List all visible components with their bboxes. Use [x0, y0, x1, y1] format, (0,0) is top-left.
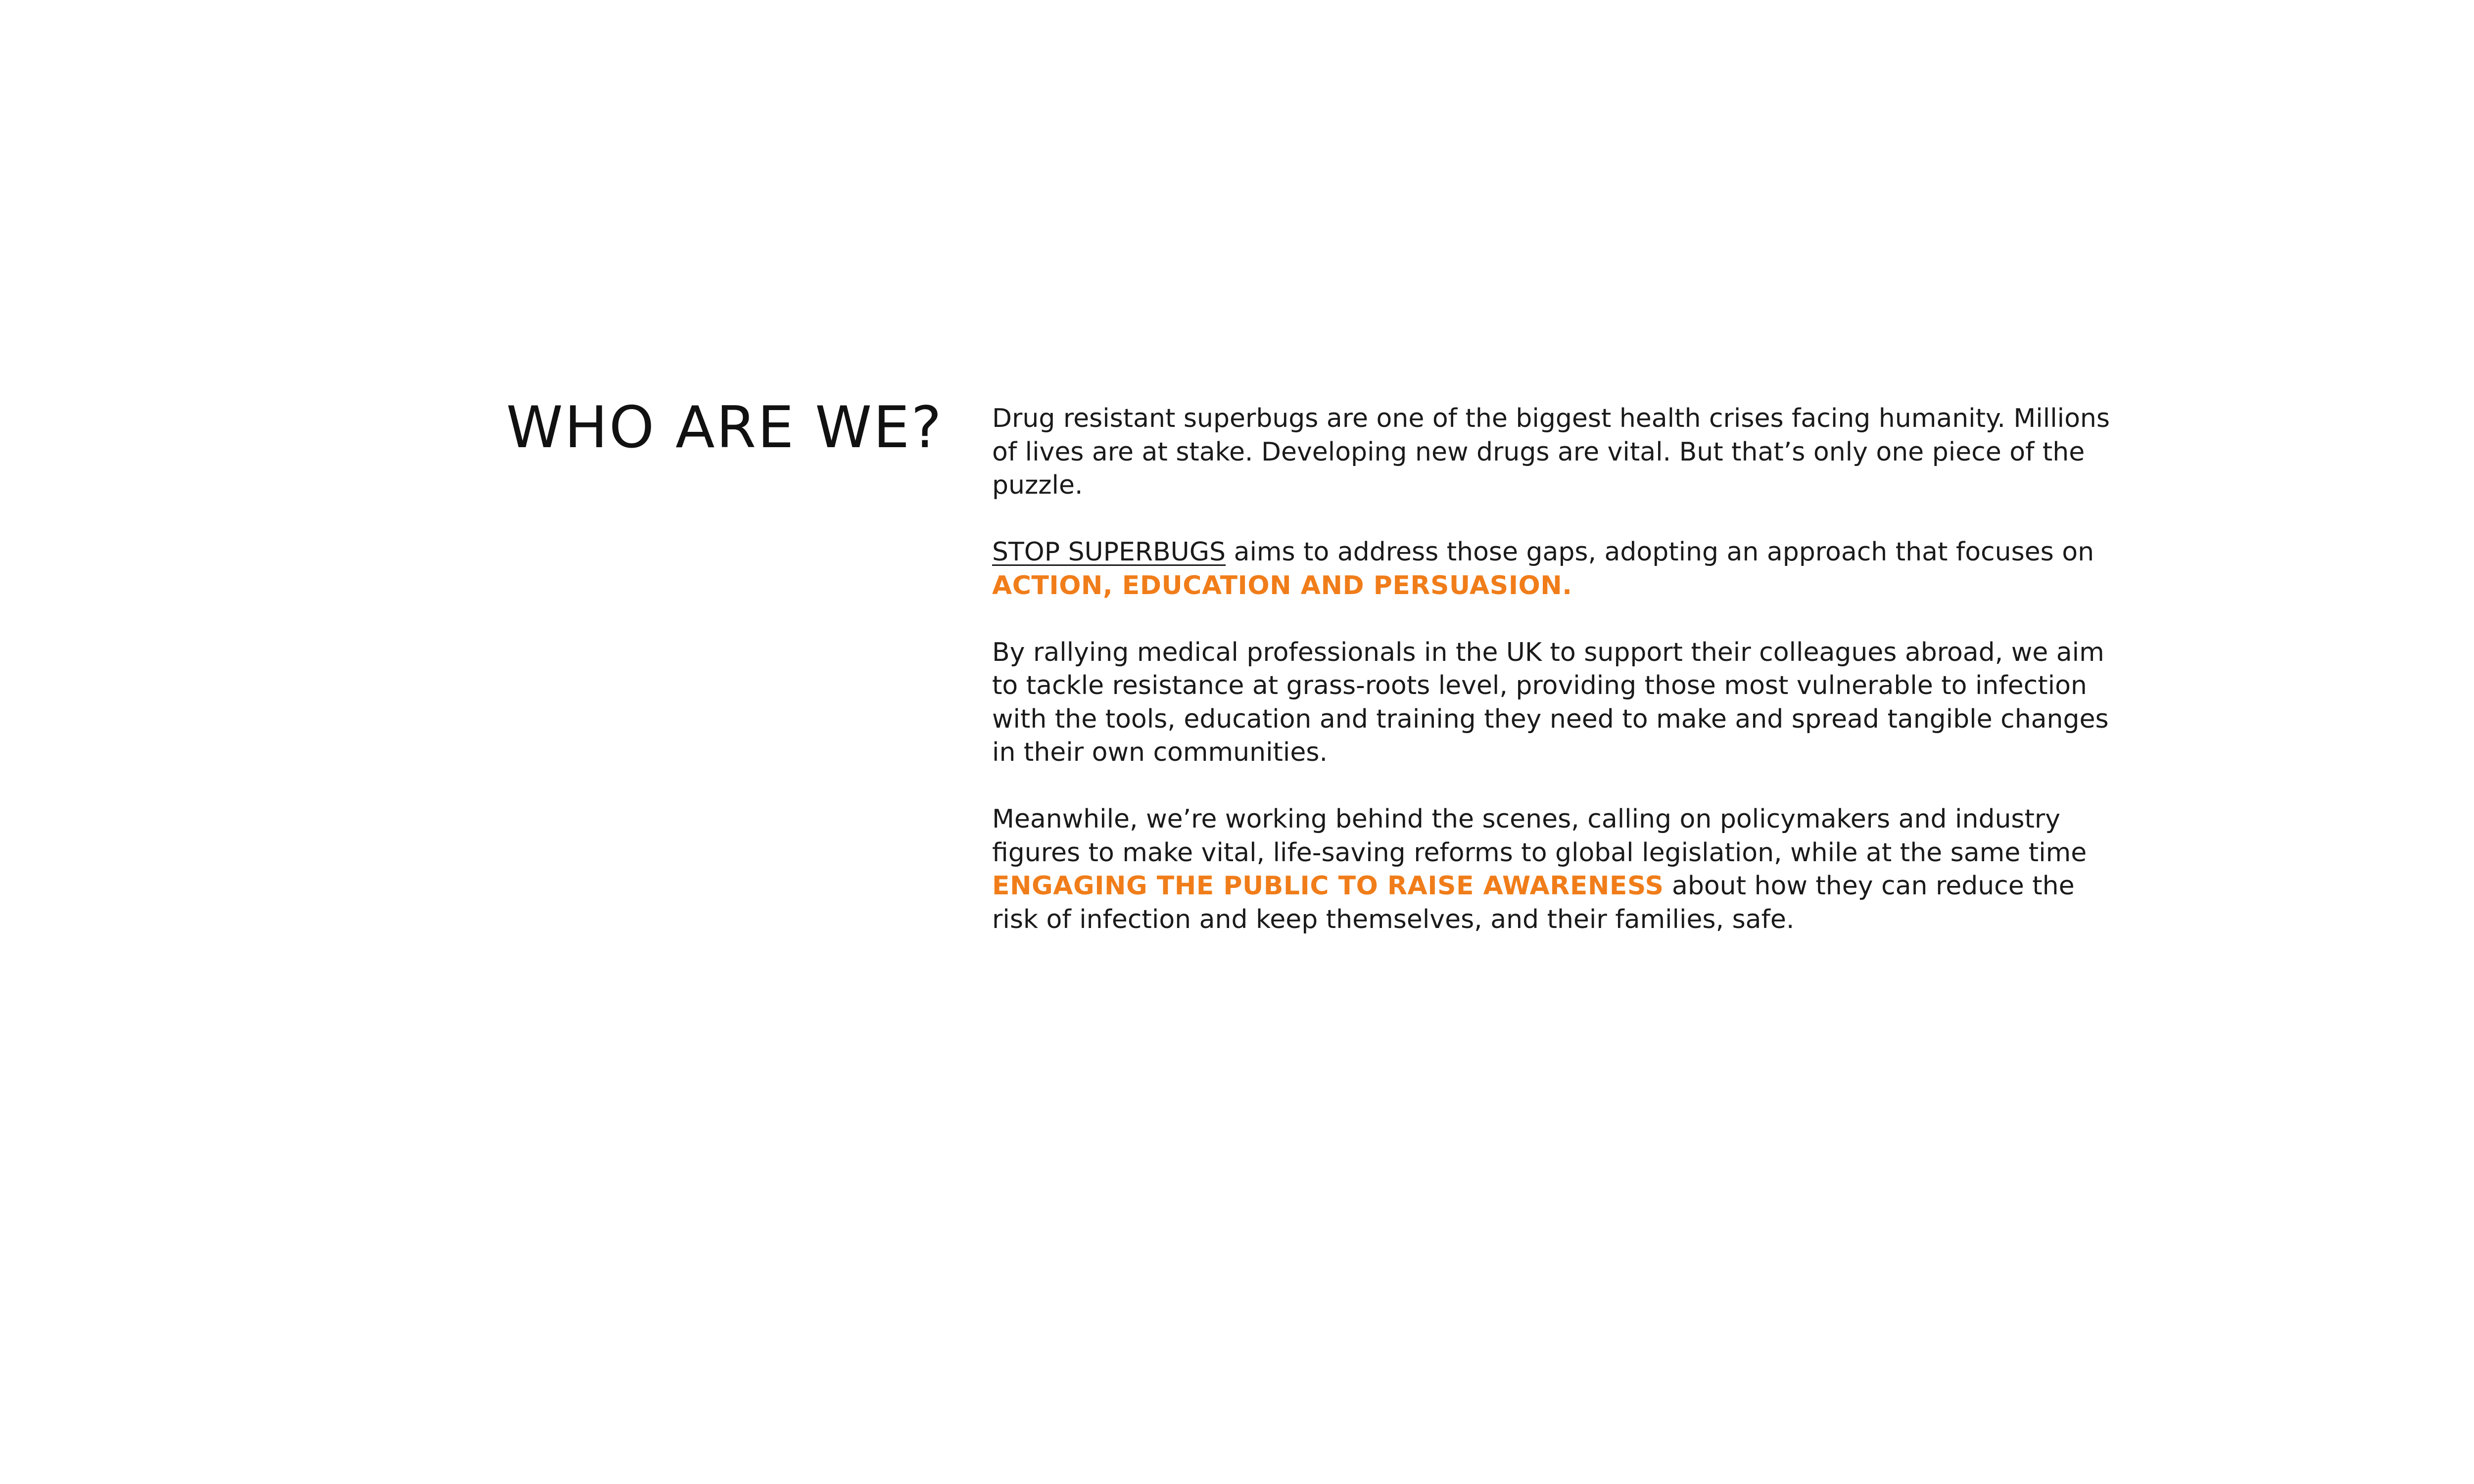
paragraph-rallying: By rallying medical professionals in the UK to support their colleagues abroad, we aim to tackle resistance at grass-roots level, providing those most vulnerable to infection with the tools, education and training they need to make and spread tangible changes in their own communities.: [992, 637, 2109, 767]
stop-superbugs-link[interactable]: STOP SUPERBUGS: [992, 537, 1226, 567]
paragraph-intro: Drug resistant superbugs are one of the biggest health crises facing humanity. Millions of lives are at stake. Developing new drugs are vital. But that’s only one piece of the puzzle.: [992, 404, 2110, 500]
paragraph-meanwhile: [992, 803, 2125, 936]
awareness-highlight: ENGAGING THE PUBLIC TO RAISE AWARENESS: [992, 871, 1664, 901]
intro-body: [992, 402, 2125, 936]
paragraph-approach: [992, 536, 2125, 603]
approach-text: aims to address those gaps, adopting an approach that focuses on: [1226, 537, 2094, 567]
page-title: WHO ARE WE?: [506, 394, 943, 461]
meanwhile-text-end: about how they can reduce the risk of infection and keep themselves, and their families, safe.: [992, 871, 2075, 934]
meanwhile-text-start: Meanwhile, we’re working behind the scenes, calling on policymakers and industry figures to make vital, life-saving reforms to global legislation, while at the same time: [992, 804, 2087, 868]
approach-highlight: ACTION, EDUCATION AND PERSUASION.: [992, 570, 1572, 601]
